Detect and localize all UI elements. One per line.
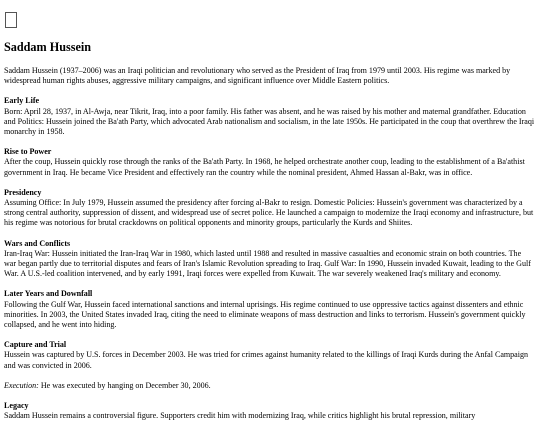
section-legacy (4, 401, 535, 421)
execution-label: Execution: (4, 380, 39, 390)
section-heading: Presidency (4, 187, 42, 197)
execution-text: He was executed by hanging on December 30, 2006. (38, 380, 211, 390)
section-text: Hussein was captured by U.S. forces in December 2003. He was tried for crimes against humanity related to the killings of Iraqi Kurds during the Anfal Campaign and was convicted in 2006. (4, 350, 529, 370)
section-later-years (4, 289, 535, 330)
section-heading: Legacy (4, 401, 29, 411)
broken-image-icon (5, 12, 17, 28)
section-heading: Wars and Conflicts (4, 238, 71, 248)
section-presidency (4, 188, 535, 229)
section-wars-and-conflicts (4, 239, 535, 280)
page-title: Saddam Hussein (4, 40, 92, 54)
article-content (4, 40, 535, 431)
intro-paragraph: Saddam Hussein (1937–2006) was an Iraqi politician and revolutionary who served as the President of Iraq from 1979 until 2003. His regime was marked by widespread human rights abuses, aggressive military campaigns, and significant influence over Middle Eastern politics. (4, 66, 511, 86)
section-heading: Rise to Power (4, 147, 52, 157)
section-heading: Capture and Trial (4, 340, 67, 350)
section-early-life (4, 96, 535, 137)
section-text: Born: April 28, 1937, in Al-Awja, near Tikrit, Iraq, into a poor family. His father was absent, and he was raised by his mother and maternal grandfather. Education and Politics: Hussein joined the Ba'ath Party, which advocated Arab nationalism and socialism, in the late 1950s. He participated in the coup that overthrew the Iraqi monarchy in 1958. (4, 106, 535, 137)
section-text: Saddam Hussein remains a controversial figure. Supporters credit him with modernizing Iraq, while critics highlight his brutal repression, military (4, 411, 476, 421)
execution-paragraph (4, 381, 535, 391)
section-heading: Later Years and Downfall (4, 289, 93, 299)
section-capture-and-trial (4, 340, 535, 371)
section-text: Following the Gulf War, Hussein faced international sanctions and internal uprisings. His regime continued to use oppressive tactics against dissenters and ethnic minorities. In 2003, the United States invaded Iraq, citing the need to eliminate weapons of mass destruction and links to terrorism. Hussein's government quickly collapsed, and he went into hiding. (4, 299, 526, 330)
section-text: Iran-Iraq War: Hussein initiated the Iran-Iraq War in 1980, which lasted until 1988 and resulted in massive casualties and economic strain on both countries. The war began partly due to territorial disputes and fears of Iran's Islamic Revolution spreading to Iraq. Gulf War: In 1990, Hussein invaded Kuwait, leading to the Gulf War. A U.S.-led coalition intervened, and by early 1991, Iraqi forces were expelled from Kuwait. The war severely weakened Iraq's military and economy. (4, 248, 531, 279)
section-rise-to-power (4, 147, 535, 178)
section-heading: Early Life (4, 96, 40, 106)
section-text: Assuming Office: In July 1979, Hussein assumed the presidency after forcing al-Bakr to resign. Domestic Policies: Hussein's government was characterized by a strong central authority, suppression of dissent, and widespread use of secret police. He launched a campaign to modernize the Iraqi economy and infrastructure, but his regime was notorious for brutal crackdowns on political opponents and minority groups, particularly the Kurds and Shiites. (4, 198, 534, 228)
section-text: After the coup, Hussein quickly rose through the ranks of the Ba'ath Party. In 1968, he helped orchestrate another coup, leading to the establishment of a Ba'athist government in Iraq. He became Vice President and effectively ran the country while the nominal president, Ahmed Hassan al-Bakr, was in office. (4, 157, 525, 177)
